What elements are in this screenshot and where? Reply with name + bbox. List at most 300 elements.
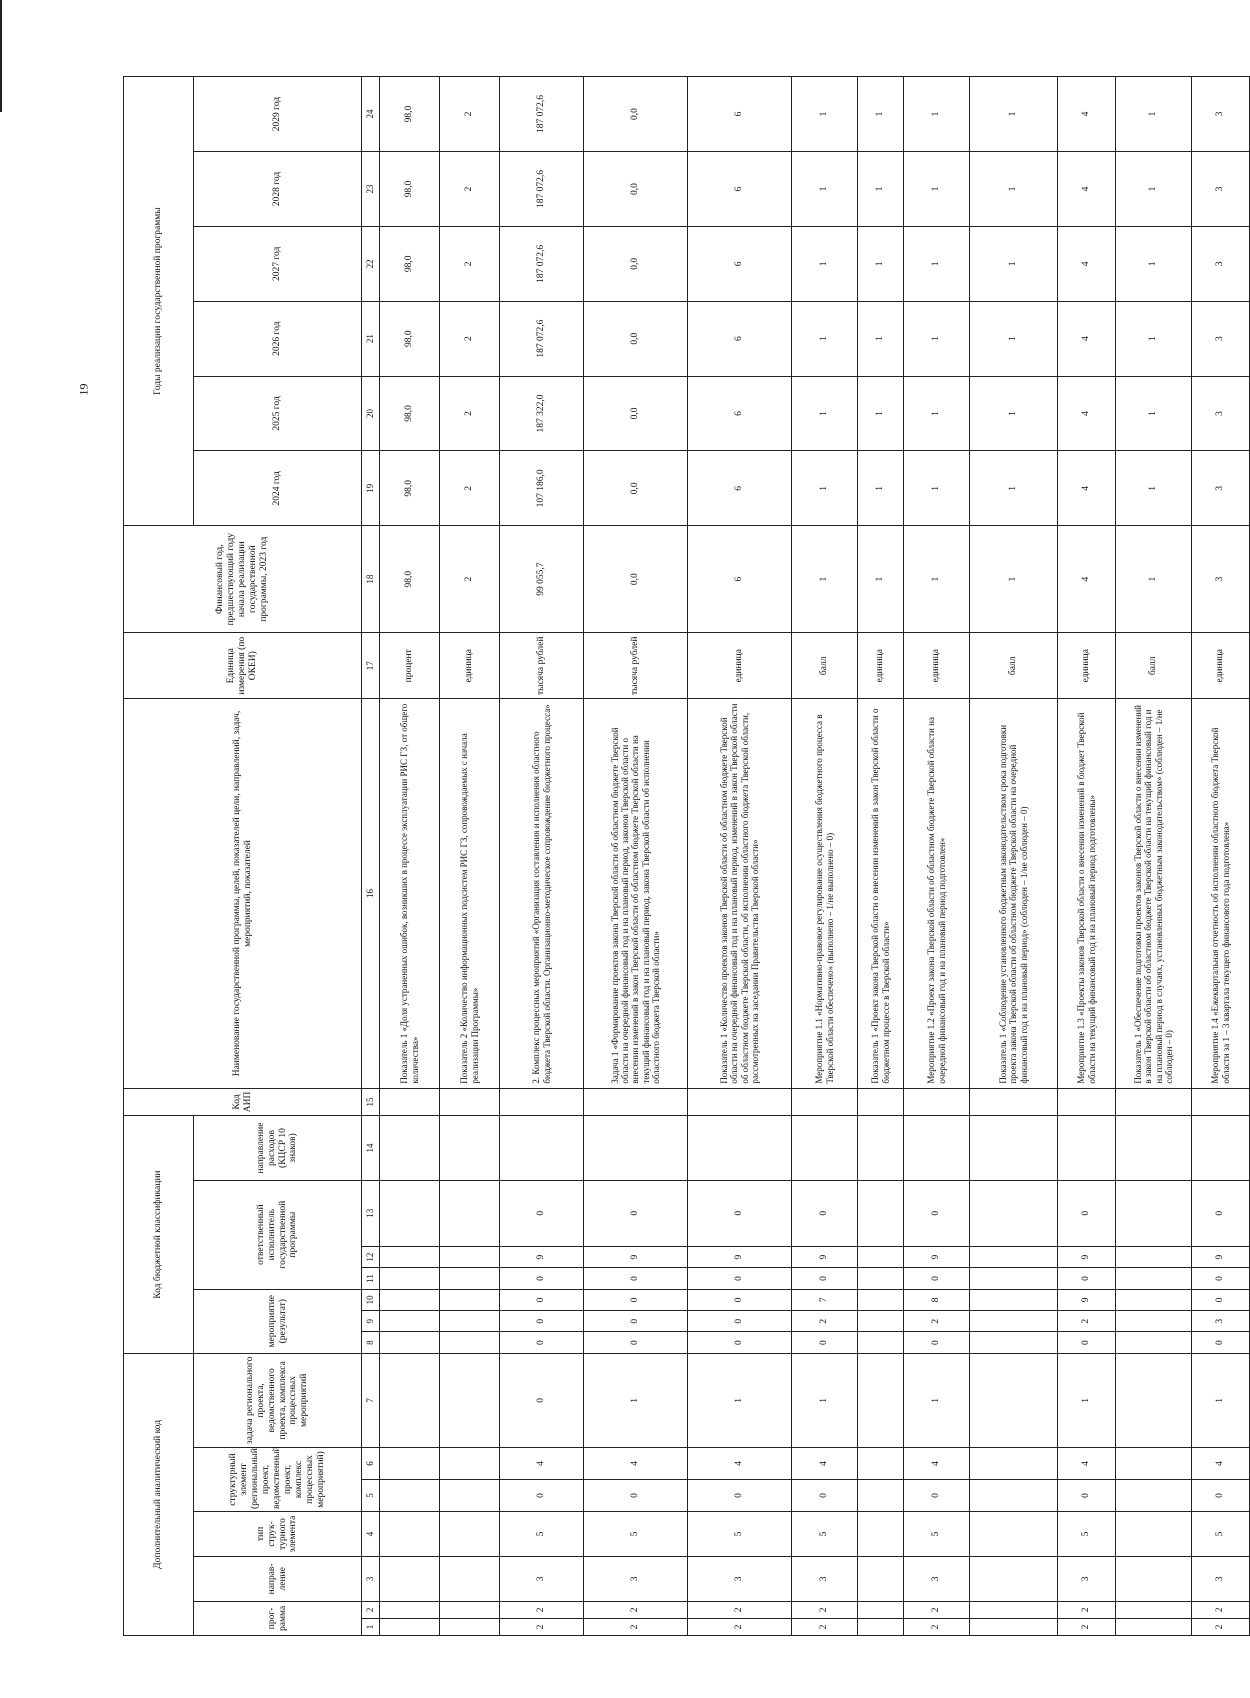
header-base-year: Финансовый год, предшествующий году начала реализации государственной программы, 2023 год	[124, 526, 362, 633]
row-code-cell: 1	[1058, 1353, 1116, 1447]
row-code-cell: 0	[500, 1268, 584, 1289]
row-value-cell: 1	[1116, 376, 1192, 451]
row-code-cell: 0	[904, 1180, 970, 1246]
page-number: 19	[76, 383, 91, 396]
row-value-cell: 6	[688, 226, 792, 301]
row-code-cell	[584, 1116, 688, 1180]
row-code-cell: 0	[584, 1180, 688, 1246]
row-value-cell: 1	[858, 376, 904, 451]
row-value-cell: 1	[970, 376, 1058, 451]
row-code-cell: 3	[1192, 1311, 1250, 1332]
header-budget-code: Код бюджетной классификации	[124, 1116, 194, 1353]
row-code-cell: 0	[1192, 1180, 1250, 1246]
row-code-cell: 5	[584, 1512, 688, 1557]
header-measure: мероприятие (результат)	[194, 1289, 362, 1353]
row-value-cell: 1	[858, 301, 904, 376]
row-code-cell	[970, 1353, 1058, 1447]
row-code-cell: 0	[1058, 1332, 1116, 1353]
row-name-cell: Мероприятие 1.3 «Проекты законов Тверской области о внесении изменений в бюджет Тверской области на текущий финансовый год и на плановый период подготовлены»	[1058, 699, 1116, 1088]
row-value-cell: 98,0	[380, 152, 440, 227]
row-value-cell: 0,0	[584, 376, 688, 451]
row-code-cell	[380, 1479, 440, 1511]
row-code-cell	[970, 1447, 1058, 1479]
row-code-cell: 9	[792, 1246, 858, 1267]
row-value-cell: 187 322,0	[500, 376, 584, 451]
row-name-cell: Мероприятие 1.4 «Ежеквартальная отчетность об исполнении областного бюджета Тверской области за 1 – 3 квартала текущего финансового года подготовлена»	[1192, 699, 1250, 1088]
row-code-cell: 0	[584, 1479, 688, 1511]
row-code-cell: 5	[1192, 1512, 1250, 1557]
row-value-cell: 1	[970, 301, 1058, 376]
header-year-2027: 2027 год	[194, 226, 362, 301]
row-code-cell	[1116, 1116, 1192, 1180]
row-code-cell: 5	[792, 1512, 858, 1557]
row-code-cell	[1116, 1447, 1192, 1479]
row-code-cell	[440, 1289, 500, 1310]
row-value-cell: 6	[688, 451, 792, 526]
row-code-cell: 0	[500, 1332, 584, 1353]
row-value-cell: 1	[904, 77, 970, 152]
row-name-cell: Мероприятие 1.1 «Нормативно-правовое регулирование осуществления бюджетного процесса в Тверской области обеспечено» (выполнено – 1/не выполнено – 0)	[792, 699, 858, 1088]
row-code-cell: 0	[1058, 1479, 1116, 1511]
row-code-cell	[380, 1332, 440, 1353]
row-code-cell: 0	[688, 1289, 792, 1310]
row-value-cell: 1	[970, 526, 1058, 633]
row-value-cell: 98,0	[380, 451, 440, 526]
row-code-cell	[904, 1116, 970, 1180]
row-code-cell: 5	[688, 1512, 792, 1557]
row-value-cell: 4	[1058, 451, 1116, 526]
row-code-cell: 0	[904, 1268, 970, 1289]
scan-edge-mark	[0, 0, 2, 112]
row-code-cell	[380, 1556, 440, 1601]
row-code-cell: 4	[904, 1447, 970, 1479]
row-code-cell: 2	[584, 1618, 688, 1635]
row-code-cell	[440, 1601, 500, 1618]
row-unit-cell: тысяча рублей	[584, 633, 688, 699]
row-code-cell	[1116, 1479, 1192, 1511]
column-number: 12	[362, 1246, 380, 1267]
row-value-cell: 0,0	[584, 451, 688, 526]
row-code-cell: 1	[584, 1353, 688, 1447]
row-value-cell: 1	[970, 226, 1058, 301]
row-value-cell: 1	[904, 376, 970, 451]
row-code-cell	[1116, 1088, 1192, 1116]
row-name-cell: Показатель 1 «Доля устраненных ошибок, возникших в процессе эксплуатации РИС ГЗ, от общего количества»	[380, 699, 440, 1088]
column-number: 2	[362, 1601, 380, 1618]
row-unit-cell: балл	[1116, 633, 1192, 699]
row-unit-cell: единица	[1192, 633, 1250, 699]
column-number: 16	[362, 699, 380, 1088]
row-code-cell: 2	[792, 1618, 858, 1635]
row-code-cell	[858, 1088, 904, 1116]
table-row	[904, 77, 970, 1636]
row-code-cell: 2	[1192, 1618, 1250, 1635]
row-code-cell: 1	[792, 1353, 858, 1447]
column-number: 6	[362, 1447, 380, 1479]
row-code-cell	[970, 1311, 1058, 1332]
row-unit-cell: единица	[688, 633, 792, 699]
row-code-cell	[792, 1116, 858, 1180]
row-value-cell: 1	[792, 152, 858, 227]
header-task: задача регионального проекта, ведомственного проекта, комплекса процессных мероприятий	[194, 1353, 362, 1447]
row-value-cell: 187 072,6	[500, 226, 584, 301]
header-unit: Единица измерения (по ОКЕИ)	[124, 633, 362, 699]
row-code-cell: 8	[904, 1289, 970, 1310]
table-row	[858, 77, 904, 1636]
row-code-cell	[688, 1116, 792, 1180]
row-value-cell: 1	[1116, 226, 1192, 301]
row-code-cell: 0	[688, 1268, 792, 1289]
row-code-cell	[440, 1116, 500, 1180]
row-code-cell	[970, 1618, 1058, 1635]
row-code-cell	[858, 1268, 904, 1289]
row-code-cell	[1116, 1618, 1192, 1635]
table-row	[380, 77, 440, 1636]
header-struct-element: структурный элемент (региональный проект, ведомственный проект, комплекс процессных мероприятий)	[194, 1447, 362, 1511]
row-code-cell	[970, 1268, 1058, 1289]
row-code-cell: 1	[688, 1353, 792, 1447]
row-code-cell: 3	[792, 1556, 858, 1601]
row-code-cell: 1	[1192, 1353, 1250, 1447]
row-value-cell: 0,0	[584, 152, 688, 227]
row-value-cell: 1	[904, 152, 970, 227]
row-code-cell: 0	[1058, 1268, 1116, 1289]
row-code-cell: 0	[500, 1353, 584, 1447]
row-code-cell	[688, 1088, 792, 1116]
row-name-cell: 2. Комплекс процессных мероприятий «Организация составления и исполнения областного бюджета Тверской области. Организационно-методическое сопровождение бюджетного процесса»	[500, 699, 584, 1088]
row-code-cell: 0	[904, 1479, 970, 1511]
row-code-cell: 0	[584, 1311, 688, 1332]
row-code-cell	[1116, 1332, 1192, 1353]
row-code-cell: 0	[688, 1332, 792, 1353]
row-code-cell: 2	[792, 1311, 858, 1332]
column-number: 9	[362, 1311, 380, 1332]
row-code-cell	[858, 1180, 904, 1246]
table-row	[1192, 77, 1250, 1636]
column-number: 15	[362, 1088, 380, 1116]
row-unit-cell: единица	[440, 633, 500, 699]
row-value-cell: 187 072,6	[500, 77, 584, 152]
row-value-cell: 3	[1192, 451, 1250, 526]
row-value-cell: 6	[688, 77, 792, 152]
row-code-cell: 3	[584, 1556, 688, 1601]
column-number: 20	[362, 376, 380, 451]
row-value-cell: 1	[858, 526, 904, 633]
row-code-cell: 5	[1058, 1512, 1116, 1557]
row-code-cell	[1192, 1116, 1250, 1180]
row-value-cell: 4	[1058, 376, 1116, 451]
column-number: 23	[362, 152, 380, 227]
row-code-cell: 2	[904, 1601, 970, 1618]
row-code-cell: 3	[688, 1556, 792, 1601]
column-number: 24	[362, 77, 380, 152]
row-code-cell: 0	[1058, 1180, 1116, 1246]
row-code-cell	[500, 1088, 584, 1116]
row-value-cell: 4	[1058, 152, 1116, 227]
row-code-cell	[440, 1556, 500, 1601]
row-code-cell: 0	[500, 1180, 584, 1246]
row-value-cell: 2	[440, 77, 500, 152]
row-code-cell	[1116, 1512, 1192, 1557]
row-code-cell: 0	[1192, 1332, 1250, 1353]
row-name-cell: Мероприятие 1.2 «Проект закона Тверской области об областном бюджете Тверской области на очередной финансовый год и на плановый период подготовлен»	[904, 699, 970, 1088]
row-code-cell: 9	[1058, 1289, 1116, 1310]
table-body	[362, 77, 1250, 1636]
column-number: 11	[362, 1268, 380, 1289]
row-value-cell: 1	[792, 376, 858, 451]
row-code-cell: 4	[1058, 1447, 1116, 1479]
column-number: 7	[362, 1353, 380, 1447]
header-year-2028: 2028 год	[194, 152, 362, 227]
row-code-cell	[440, 1512, 500, 1557]
row-value-cell: 0,0	[584, 526, 688, 633]
row-code-cell	[1116, 1246, 1192, 1267]
row-name-cell: Показатель 1 «Соблюдение установленного бюджетным законодательством срока подготовки проекта закона Тверской области об областном бюджете Тверской области на очередной финансовый год и на плановый период» (соблюден – 1/не соблюден – 0)	[970, 699, 1058, 1088]
row-code-cell: 0	[500, 1479, 584, 1511]
row-code-cell	[380, 1268, 440, 1289]
header-year-2025: 2025 год	[194, 376, 362, 451]
row-code-cell: 4	[1192, 1447, 1250, 1479]
header-program: прог-рамма	[194, 1601, 362, 1635]
header-name: Наименование государственной программы, целей, показателей цели, направлений, задач, мероприятий, показателей	[124, 699, 362, 1088]
row-unit-cell: тысяча рублей	[500, 633, 584, 699]
row-value-cell: 1	[904, 526, 970, 633]
row-code-cell: 9	[500, 1246, 584, 1267]
row-value-cell: 1	[792, 451, 858, 526]
rotated-table-container	[123, 76, 1231, 1636]
row-value-cell: 3	[1192, 301, 1250, 376]
row-code-cell	[858, 1332, 904, 1353]
row-unit-cell: единица	[858, 633, 904, 699]
row-code-cell	[858, 1512, 904, 1557]
row-code-cell: 9	[1058, 1246, 1116, 1267]
row-code-cell: 2	[688, 1601, 792, 1618]
row-code-cell: 0	[584, 1332, 688, 1353]
row-unit-cell: единица	[904, 633, 970, 699]
row-name-cell: Показатель 1 «Проект закона Тверской области о внесении изменений в закон Тверской области о бюджетном процессе в Тверской области»	[858, 699, 904, 1088]
row-code-cell	[1116, 1556, 1192, 1601]
row-code-cell: 4	[688, 1447, 792, 1479]
column-number: 4	[362, 1512, 380, 1557]
row-name-cell: Показатель 1 «Обеспечение подготовки проектов законов Тверской области о внесении изменений в закон Тверской области об областном бюджете Тверской области на текущий финансовый год и на плановый период в случаях, установленных бюджетным законодательством» (соблюден – 1/не соблюден – 0)	[1116, 699, 1192, 1088]
row-code-cell	[858, 1556, 904, 1601]
row-value-cell: 98,0	[380, 226, 440, 301]
row-unit-cell: единица	[1058, 633, 1116, 699]
row-code-cell: 0	[1192, 1268, 1250, 1289]
row-value-cell: 1	[792, 301, 858, 376]
row-value-cell: 1	[970, 152, 1058, 227]
row-value-cell: 1	[1116, 451, 1192, 526]
column-number: 22	[362, 226, 380, 301]
row-value-cell: 1	[970, 77, 1058, 152]
row-code-cell: 2	[1058, 1311, 1116, 1332]
row-code-cell: 4	[500, 1447, 584, 1479]
row-value-cell: 0,0	[584, 77, 688, 152]
row-unit-cell: балл	[970, 633, 1058, 699]
row-code-cell	[970, 1289, 1058, 1310]
row-value-cell: 1	[858, 152, 904, 227]
row-code-cell	[858, 1479, 904, 1511]
row-code-cell	[1116, 1311, 1192, 1332]
row-value-cell: 2	[440, 226, 500, 301]
row-code-cell: 3	[1192, 1556, 1250, 1601]
table-row	[440, 77, 500, 1636]
row-code-cell: 4	[792, 1447, 858, 1479]
row-code-cell: 0	[584, 1268, 688, 1289]
row-code-cell	[1116, 1289, 1192, 1310]
row-value-cell: 4	[1058, 301, 1116, 376]
table-row	[584, 77, 688, 1636]
row-value-cell: 1	[1116, 526, 1192, 633]
row-code-cell: 1	[904, 1353, 970, 1447]
row-value-cell: 98,0	[380, 526, 440, 633]
row-value-cell: 0,0	[584, 301, 688, 376]
row-code-cell: 0	[688, 1479, 792, 1511]
row-code-cell	[970, 1246, 1058, 1267]
row-code-cell	[380, 1088, 440, 1116]
row-value-cell: 187 072,6	[500, 301, 584, 376]
table-row	[792, 77, 858, 1636]
row-code-cell: 3	[904, 1556, 970, 1601]
row-value-cell: 107 186,0	[500, 451, 584, 526]
row-code-cell	[970, 1180, 1058, 1246]
row-code-cell	[440, 1311, 500, 1332]
row-code-cell: 3	[500, 1556, 584, 1601]
row-code-cell	[380, 1180, 440, 1246]
row-value-cell: 1	[858, 226, 904, 301]
table-row	[500, 77, 584, 1636]
row-value-cell: 2	[440, 526, 500, 633]
row-code-cell: 0	[500, 1311, 584, 1332]
row-code-cell	[1058, 1088, 1116, 1116]
column-number: 1	[362, 1618, 380, 1635]
column-number: 8	[362, 1332, 380, 1353]
row-code-cell	[1116, 1268, 1192, 1289]
row-code-cell	[440, 1268, 500, 1289]
row-name-cell: Показатель 1 «Количество проектов законов Тверской области об областном бюджете Тверской области на очередной финансовый год и на плановый период, изменений в закон Тверской области об областном бюджете Тверской области, об исполнении областного бюджета Тверской области, рассмотренных на заседании Правительства Тверской области»	[688, 699, 792, 1088]
row-code-cell	[1058, 1116, 1116, 1180]
row-value-cell: 3	[1192, 376, 1250, 451]
table-row	[1116, 77, 1192, 1636]
row-code-cell: 4	[584, 1447, 688, 1479]
row-code-cell: 0	[904, 1332, 970, 1353]
row-code-cell	[858, 1618, 904, 1635]
column-number: 14	[362, 1116, 380, 1180]
row-value-cell: 4	[1058, 77, 1116, 152]
header-year-2024: 2024 год	[194, 451, 362, 526]
row-value-cell: 1	[970, 451, 1058, 526]
row-code-cell: 0	[688, 1311, 792, 1332]
column-number: 3	[362, 1556, 380, 1601]
header-direction: направ-ление	[194, 1556, 362, 1601]
row-code-cell: 0	[584, 1289, 688, 1310]
table-row	[688, 77, 792, 1636]
column-number: 18	[362, 526, 380, 633]
row-value-cell: 4	[1058, 226, 1116, 301]
row-code-cell: 2	[500, 1601, 584, 1618]
row-value-cell: 1	[1116, 152, 1192, 227]
row-code-cell: 2	[792, 1601, 858, 1618]
row-code-cell: 2	[688, 1618, 792, 1635]
row-value-cell: 98,0	[380, 376, 440, 451]
column-number: 13	[362, 1180, 380, 1246]
row-code-cell	[970, 1332, 1058, 1353]
row-name-cell: Задача 1 «Формирование проектов закона Тверской области об областном бюджете Тверской области на очередной финансовый год и на плановый период, законов Тверской области о внесении изменений в закон Тверской области об областном бюджете Тверской области на текущий финансовый год и на плановый период, закона Тверской области об исполнении областного бюджета Тверской области»	[584, 699, 688, 1088]
row-code-cell: 9	[584, 1246, 688, 1267]
budget-table	[123, 76, 1250, 1636]
column-number: 17	[362, 633, 380, 699]
row-code-cell: 2	[904, 1311, 970, 1332]
row-value-cell: 1	[792, 77, 858, 152]
header-struct-type: тип струк-турного элемента	[194, 1512, 362, 1557]
column-number-row	[362, 77, 380, 1636]
row-unit-cell: процент	[380, 633, 440, 699]
row-code-cell	[858, 1353, 904, 1447]
row-value-cell: 1	[858, 451, 904, 526]
row-code-cell	[380, 1618, 440, 1635]
row-code-cell: 2	[584, 1601, 688, 1618]
row-code-cell	[858, 1116, 904, 1180]
row-code-cell	[440, 1332, 500, 1353]
header-additional-code: Дополнительный аналитический код	[124, 1353, 194, 1635]
row-code-cell	[792, 1088, 858, 1116]
header-year-2026: 2026 год	[194, 301, 362, 376]
row-value-cell: 1	[1116, 301, 1192, 376]
header-years-group: Годы реализации государственной программы	[124, 77, 194, 526]
row-code-cell	[380, 1289, 440, 1310]
row-code-cell: 2	[1058, 1618, 1116, 1635]
row-value-cell: 0,0	[584, 226, 688, 301]
row-value-cell: 3	[1192, 77, 1250, 152]
row-code-cell: 5	[904, 1512, 970, 1557]
row-unit-cell: балл	[792, 633, 858, 699]
row-code-cell	[1116, 1601, 1192, 1618]
row-code-cell	[500, 1116, 584, 1180]
row-code-cell	[440, 1180, 500, 1246]
row-code-cell	[970, 1116, 1058, 1180]
row-code-cell	[970, 1088, 1058, 1116]
column-number: 10	[362, 1289, 380, 1310]
row-value-cell: 1	[1116, 77, 1192, 152]
row-code-cell: 5	[500, 1512, 584, 1557]
row-value-cell: 2	[440, 376, 500, 451]
row-value-cell: 1	[792, 526, 858, 633]
row-name-cell: Показатель 2 «Количество информационных подсистем РИС ГЗ, сопровождаемых с начала реализации Программы»	[440, 699, 500, 1088]
header-expense-direction: направление расходов (КЦСР 10 знаков)	[194, 1116, 362, 1180]
row-code-cell: 9	[688, 1246, 792, 1267]
row-value-cell: 1	[904, 301, 970, 376]
row-code-cell: 3	[1058, 1556, 1116, 1601]
row-value-cell: 3	[1192, 526, 1250, 633]
row-code-cell	[858, 1311, 904, 1332]
row-code-cell	[858, 1601, 904, 1618]
row-code-cell: 0	[500, 1289, 584, 1310]
row-value-cell: 3	[1192, 226, 1250, 301]
column-number: 19	[362, 451, 380, 526]
row-code-cell: 9	[904, 1246, 970, 1267]
row-code-cell: 0	[688, 1180, 792, 1246]
row-value-cell: 6	[688, 301, 792, 376]
column-number: 21	[362, 301, 380, 376]
row-code-cell: 0	[792, 1479, 858, 1511]
row-code-cell	[380, 1512, 440, 1557]
table-row	[1058, 77, 1116, 1636]
row-code-cell	[858, 1447, 904, 1479]
header-year-2029: 2029 год	[194, 77, 362, 152]
row-value-cell: 2	[440, 152, 500, 227]
row-code-cell	[440, 1479, 500, 1511]
row-code-cell: 7	[792, 1289, 858, 1310]
